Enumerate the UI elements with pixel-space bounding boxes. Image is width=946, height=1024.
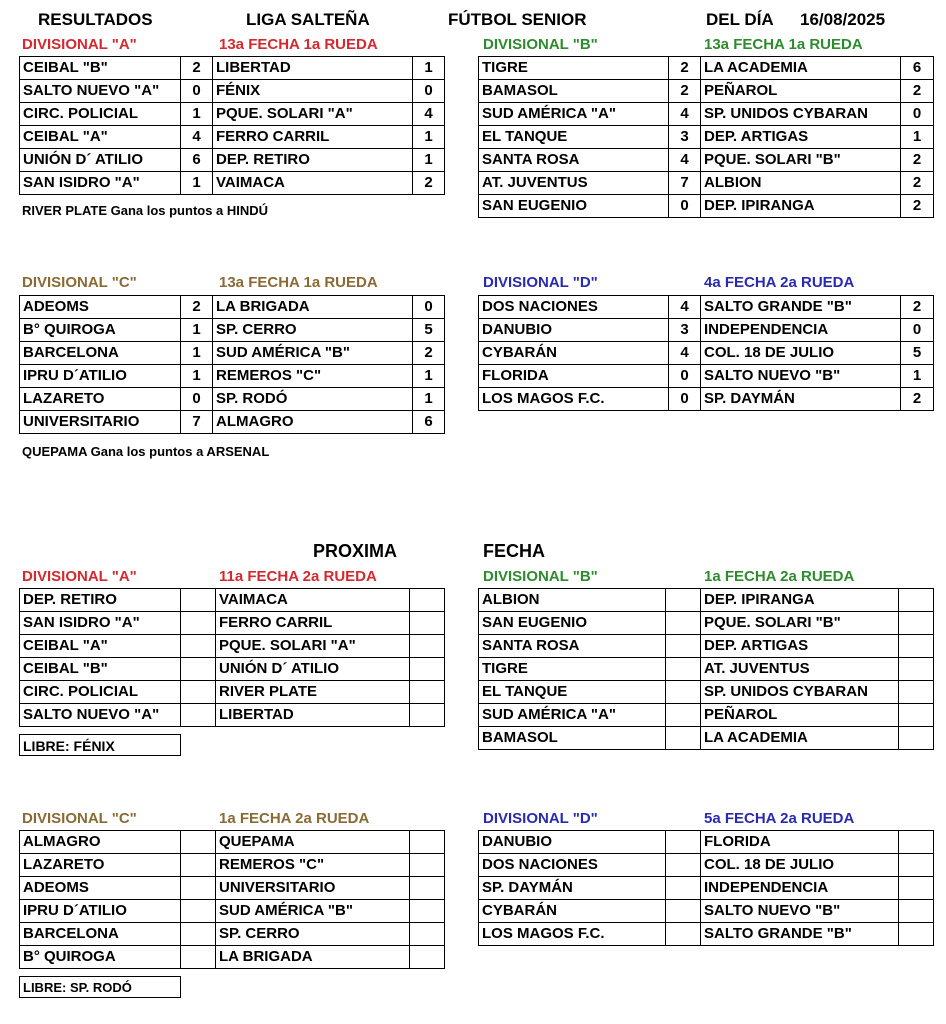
match-row <box>20 342 445 365</box>
away-team: FÉNIX <box>213 80 413 103</box>
away-score-blank <box>899 612 934 635</box>
home-score-blank <box>181 854 216 877</box>
home-team: EL TANQUE <box>479 681 666 704</box>
results-heading: RESULTADOS <box>38 10 153 29</box>
home-team: SANTA ROSA <box>479 149 669 172</box>
away-team: SUD AMÉRICA "B" <box>213 342 413 365</box>
home-score-blank <box>666 831 701 854</box>
home-score: 0 <box>669 365 701 388</box>
away-team: SALTO NUEVO "B" <box>701 900 899 923</box>
away-score: 1 <box>413 149 445 172</box>
home-team: SAN EUGENIO <box>479 195 669 218</box>
next-round-title-2: FECHA <box>483 541 545 561</box>
home-score: 2 <box>669 57 701 80</box>
home-score-blank <box>181 681 216 704</box>
match-row <box>20 681 445 704</box>
home-team: CYBARÁN <box>479 342 669 365</box>
home-team: SAN ISIDRO "A" <box>20 612 181 635</box>
home-team: DANUBIO <box>479 831 666 854</box>
div-a-results-table <box>19 56 445 195</box>
away-score-blank <box>410 831 445 854</box>
home-score-blank <box>666 877 701 900</box>
match-row <box>479 658 934 681</box>
away-score-blank <box>899 854 934 877</box>
away-team: DEP. IPIRANGA <box>701 589 899 612</box>
home-score-blank <box>181 589 216 612</box>
away-score: 2 <box>901 296 934 319</box>
div-b-next-round: 1a FECHA 2a RUEDA <box>704 568 855 585</box>
match-row <box>20 149 445 172</box>
away-score-blank <box>410 923 445 946</box>
match-row <box>479 103 934 126</box>
match-row <box>479 172 934 195</box>
away-score: 0 <box>901 319 934 342</box>
home-team: AT. JUVENTUS <box>479 172 669 195</box>
div-b-results-table <box>478 56 934 218</box>
home-score-blank <box>181 900 216 923</box>
match-row <box>20 126 445 149</box>
home-score: 1 <box>181 172 213 195</box>
away-team: PEÑAROL <box>701 704 899 727</box>
away-team: LA ACADEMIA <box>701 727 899 750</box>
match-row <box>20 589 445 612</box>
away-score: 2 <box>413 342 445 365</box>
away-score-blank <box>899 704 934 727</box>
home-team: CEIBAL "B" <box>20 658 181 681</box>
away-score: 1 <box>413 126 445 149</box>
away-score-blank <box>410 589 445 612</box>
match-row <box>479 589 934 612</box>
div-b-results-round: 13a FECHA 1a RUEDA <box>704 36 863 53</box>
away-score: 1 <box>413 365 445 388</box>
home-score: 1 <box>181 365 213 388</box>
away-score-blank <box>899 877 934 900</box>
home-team: SP. DAYMÁN <box>479 877 666 900</box>
away-score: 1 <box>901 365 934 388</box>
away-team: SALTO GRANDE "B" <box>701 923 899 946</box>
away-team: SP. DAYMÁN <box>701 388 901 411</box>
match-row <box>20 831 445 854</box>
away-score-blank <box>899 658 934 681</box>
home-team: CIRC. POLICIAL <box>20 681 181 704</box>
match-row <box>20 388 445 411</box>
match-row <box>20 658 445 681</box>
away-team: SALTO NUEVO "B" <box>701 365 901 388</box>
div-c-libre: LIBRE: SP. RODÓ <box>19 976 181 998</box>
home-team: DEP. RETIRO <box>20 589 181 612</box>
match-row <box>479 704 934 727</box>
away-team: COL. 18 DE JULIO <box>701 342 901 365</box>
home-team: B° QUIROGA <box>20 319 181 342</box>
match-row <box>479 57 934 80</box>
away-team: PEÑAROL <box>701 80 901 103</box>
match-row <box>479 195 934 218</box>
div-b-next-table <box>478 588 934 750</box>
div-c-next-round: 1a FECHA 2a RUEDA <box>219 810 370 827</box>
home-team: TIGRE <box>479 658 666 681</box>
away-score-blank <box>410 658 445 681</box>
away-team: RIVER PLATE <box>216 681 410 704</box>
home-team: UNIVERSITARIO <box>20 411 181 434</box>
home-score: 7 <box>669 172 701 195</box>
away-team: FERRO CARRIL <box>213 126 413 149</box>
away-team: UNIÓN D´ ATILIO <box>216 658 410 681</box>
away-score: 0 <box>901 103 934 126</box>
home-team: SUD AMÉRICA "A" <box>479 704 666 727</box>
home-team: LOS MAGOS F.C. <box>479 388 669 411</box>
match-row <box>20 57 445 80</box>
home-team: BARCELONA <box>20 923 181 946</box>
away-team: VAIMACA <box>213 172 413 195</box>
home-team: B° QUIROGA <box>20 946 181 969</box>
home-score-blank <box>666 923 701 946</box>
away-team: ALMAGRO <box>213 411 413 434</box>
match-row <box>479 900 934 923</box>
match-row <box>479 80 934 103</box>
match-row <box>479 877 934 900</box>
div-a-next-title: DIVISIONAL "A" <box>22 568 137 585</box>
match-row <box>479 296 934 319</box>
away-team: AT. JUVENTUS <box>701 658 899 681</box>
home-team: CIRC. POLICIAL <box>20 103 181 126</box>
div-c-results-title: DIVISIONAL "C" <box>22 274 137 291</box>
away-score-blank <box>410 704 445 727</box>
away-team: INDEPENDENCIA <box>701 319 901 342</box>
away-score: 5 <box>901 342 934 365</box>
home-score-blank <box>181 946 216 969</box>
away-score: 6 <box>413 411 445 434</box>
match-row <box>479 319 934 342</box>
div-d-next-table <box>478 830 934 946</box>
home-score: 0 <box>669 195 701 218</box>
div-a-next-table <box>19 588 445 727</box>
away-score-blank <box>899 831 934 854</box>
away-team: ALBION <box>701 172 901 195</box>
home-team: SANTA ROSA <box>479 635 666 658</box>
away-score-blank <box>410 635 445 658</box>
away-team: VAIMACA <box>216 589 410 612</box>
match-row <box>20 877 445 900</box>
home-score: 1 <box>181 319 213 342</box>
home-team: BARCELONA <box>20 342 181 365</box>
match-row <box>20 365 445 388</box>
div-b-next-title: DIVISIONAL "B" <box>483 568 598 585</box>
home-team: BAMASOL <box>479 727 666 750</box>
home-score-blank <box>181 923 216 946</box>
home-team: ADEOMS <box>20 877 181 900</box>
div-a-results-note: RIVER PLATE Gana los puntos a HINDÚ <box>22 203 269 218</box>
away-score: 2 <box>901 149 934 172</box>
match-row <box>479 727 934 750</box>
match-row <box>479 126 934 149</box>
category-title: FÚTBOL SENIOR <box>448 10 587 29</box>
home-score-blank <box>666 681 701 704</box>
div-c-next-table <box>19 830 445 969</box>
match-row <box>479 635 934 658</box>
home-score: 3 <box>669 126 701 149</box>
home-team: CEIBAL "B" <box>20 57 181 80</box>
home-team: BAMASOL <box>479 80 669 103</box>
home-team: SAN EUGENIO <box>479 612 666 635</box>
away-score: 1 <box>413 388 445 411</box>
away-score: 1 <box>413 57 445 80</box>
home-score-blank <box>181 658 216 681</box>
div-d-results-round: 4a FECHA 2a RUEDA <box>704 274 855 291</box>
home-team: SAN ISIDRO "A" <box>20 172 181 195</box>
away-team: SALTO GRANDE "B" <box>701 296 901 319</box>
match-row <box>479 388 934 411</box>
away-team: DEP. IPIRANGA <box>701 195 901 218</box>
home-score: 3 <box>669 319 701 342</box>
home-score-blank <box>666 900 701 923</box>
home-team: FLORIDA <box>479 365 669 388</box>
away-score-blank <box>899 635 934 658</box>
home-score-blank <box>666 635 701 658</box>
match-row <box>20 946 445 969</box>
away-team: SP. RODÓ <box>213 388 413 411</box>
home-team: CEIBAL "A" <box>20 126 181 149</box>
away-score: 2 <box>901 172 934 195</box>
home-team: UNIÓN D´ ATILIO <box>20 149 181 172</box>
away-team: PQUE. SOLARI "B" <box>701 149 901 172</box>
home-score: 6 <box>181 149 213 172</box>
home-team: IPRU D´ATILIO <box>20 900 181 923</box>
home-score: 4 <box>669 103 701 126</box>
away-score-blank <box>410 877 445 900</box>
home-team: TIGRE <box>479 57 669 80</box>
away-team: QUEPAMA <box>216 831 410 854</box>
away-team: INDEPENDENCIA <box>701 877 899 900</box>
away-team: PQUE. SOLARI "A" <box>216 635 410 658</box>
home-team: SALTO NUEVO "A" <box>20 80 181 103</box>
home-score: 1 <box>181 342 213 365</box>
away-team: PQUE. SOLARI "A" <box>213 103 413 126</box>
match-row <box>20 704 445 727</box>
home-team: CYBARÁN <box>479 900 666 923</box>
home-score-blank <box>666 612 701 635</box>
away-score: 5 <box>413 319 445 342</box>
away-score-blank <box>410 900 445 923</box>
home-score-blank <box>181 704 216 727</box>
away-score: 0 <box>413 80 445 103</box>
away-team: LA BRIGADA <box>213 296 413 319</box>
home-team: SALTO NUEVO "A" <box>20 704 181 727</box>
match-row <box>20 612 445 635</box>
away-team: SP. CERRO <box>213 319 413 342</box>
match-row <box>479 923 934 946</box>
home-team: ADEOMS <box>20 296 181 319</box>
match-row <box>479 149 934 172</box>
away-score-blank <box>410 681 445 704</box>
away-score: 2 <box>413 172 445 195</box>
away-team: FLORIDA <box>701 831 899 854</box>
div-c-results-round: 13a FECHA 1a RUEDA <box>219 274 378 291</box>
div-c-results-note: QUEPAMA Gana los puntos a ARSENAL <box>22 444 270 459</box>
match-row <box>20 296 445 319</box>
home-score-blank <box>666 854 701 877</box>
match-row <box>20 900 445 923</box>
home-score: 2 <box>669 80 701 103</box>
away-team: SP. UNIDOS CYBARAN <box>701 103 901 126</box>
away-team: LA ACADEMIA <box>701 57 901 80</box>
match-row <box>20 854 445 877</box>
div-d-results-table <box>478 295 934 411</box>
home-score: 0 <box>181 80 213 103</box>
div-c-results-table <box>19 295 445 434</box>
away-team: DEP. RETIRO <box>213 149 413 172</box>
div-a-results-round: 13a FECHA 1a RUEDA <box>219 36 378 53</box>
away-team: DEP. ARTIGAS <box>701 635 899 658</box>
away-team: UNIVERSITARIO <box>216 877 410 900</box>
date-value: 16/08/2025 <box>800 10 886 29</box>
next-round-title-1: PROXIMA <box>313 541 398 561</box>
div-c-next-title: DIVISIONAL "C" <box>22 810 137 827</box>
home-team: DOS NACIONES <box>479 296 669 319</box>
home-score: 4 <box>669 296 701 319</box>
match-row <box>479 342 934 365</box>
home-team: LAZARETO <box>20 388 181 411</box>
away-score-blank <box>899 589 934 612</box>
div-a-results-title: DIVISIONAL "A" <box>22 36 137 53</box>
div-a-libre: LIBRE: FÉNIX <box>19 734 181 756</box>
match-row <box>20 923 445 946</box>
home-score-blank <box>666 727 701 750</box>
away-team: SP. UNIDOS CYBARAN <box>701 681 899 704</box>
div-d-next-title: DIVISIONAL "D" <box>483 810 598 827</box>
home-score-blank <box>181 612 216 635</box>
away-team: PQUE. SOLARI "B" <box>701 612 899 635</box>
home-team: EL TANQUE <box>479 126 669 149</box>
away-score-blank <box>899 900 934 923</box>
home-team: ALMAGRO <box>20 831 181 854</box>
match-row <box>20 80 445 103</box>
div-d-next-round: 5a FECHA 2a RUEDA <box>704 810 855 827</box>
away-team: LIBERTAD <box>213 57 413 80</box>
div-a-next-round: 11a FECHA 2a RUEDA <box>219 568 377 585</box>
home-score-blank <box>666 589 701 612</box>
div-d-results-title: DIVISIONAL "D" <box>483 274 598 291</box>
away-team: LA BRIGADA <box>216 946 410 969</box>
home-score: 0 <box>669 388 701 411</box>
away-score-blank <box>410 946 445 969</box>
home-score-blank <box>181 877 216 900</box>
away-team: SP. CERRO <box>216 923 410 946</box>
home-team: ALBION <box>479 589 666 612</box>
home-team: SUD AMÉRICA "A" <box>479 103 669 126</box>
home-score-blank <box>181 635 216 658</box>
away-team: DEP. ARTIGAS <box>701 126 901 149</box>
match-row <box>20 635 445 658</box>
away-score: 6 <box>901 57 934 80</box>
match-row <box>20 319 445 342</box>
away-team: FERRO CARRIL <box>216 612 410 635</box>
match-row <box>479 854 934 877</box>
home-team: LOS MAGOS F.C. <box>479 923 666 946</box>
home-score: 4 <box>669 342 701 365</box>
day-label: DEL DÍA <box>706 10 774 29</box>
div-b-results-title: DIVISIONAL "B" <box>483 36 598 53</box>
home-team: IPRU D´ATILIO <box>20 365 181 388</box>
home-score: 4 <box>669 149 701 172</box>
home-team: DOS NACIONES <box>479 854 666 877</box>
away-score-blank <box>410 854 445 877</box>
home-score: 2 <box>181 57 213 80</box>
away-score-blank <box>899 681 934 704</box>
home-score: 7 <box>181 411 213 434</box>
away-score-blank <box>410 612 445 635</box>
home-score: 0 <box>181 388 213 411</box>
away-score-blank <box>899 727 934 750</box>
match-row <box>479 612 934 635</box>
match-row <box>479 365 934 388</box>
away-team: COL. 18 DE JULIO <box>701 854 899 877</box>
home-score-blank <box>181 831 216 854</box>
home-score: 1 <box>181 103 213 126</box>
match-row <box>20 411 445 434</box>
away-score: 2 <box>901 80 934 103</box>
away-team: SUD AMÉRICA "B" <box>216 900 410 923</box>
away-score: 0 <box>413 296 445 319</box>
home-team: CEIBAL "A" <box>20 635 181 658</box>
away-team: REMEROS "C" <box>216 854 410 877</box>
home-score: 4 <box>181 126 213 149</box>
home-team: DANUBIO <box>479 319 669 342</box>
home-team: LAZARETO <box>20 854 181 877</box>
home-score-blank <box>666 704 701 727</box>
match-row <box>20 103 445 126</box>
match-row <box>479 681 934 704</box>
away-score: 2 <box>901 195 934 218</box>
away-score-blank <box>899 923 934 946</box>
home-score-blank <box>666 658 701 681</box>
match-row <box>20 172 445 195</box>
match-row <box>479 831 934 854</box>
away-team: REMEROS "C" <box>213 365 413 388</box>
away-score: 4 <box>413 103 445 126</box>
away-score: 1 <box>901 126 934 149</box>
away-team: LIBERTAD <box>216 704 410 727</box>
away-score: 2 <box>901 388 934 411</box>
home-score: 2 <box>181 296 213 319</box>
league-name: LIGA SALTEÑA <box>246 10 370 29</box>
